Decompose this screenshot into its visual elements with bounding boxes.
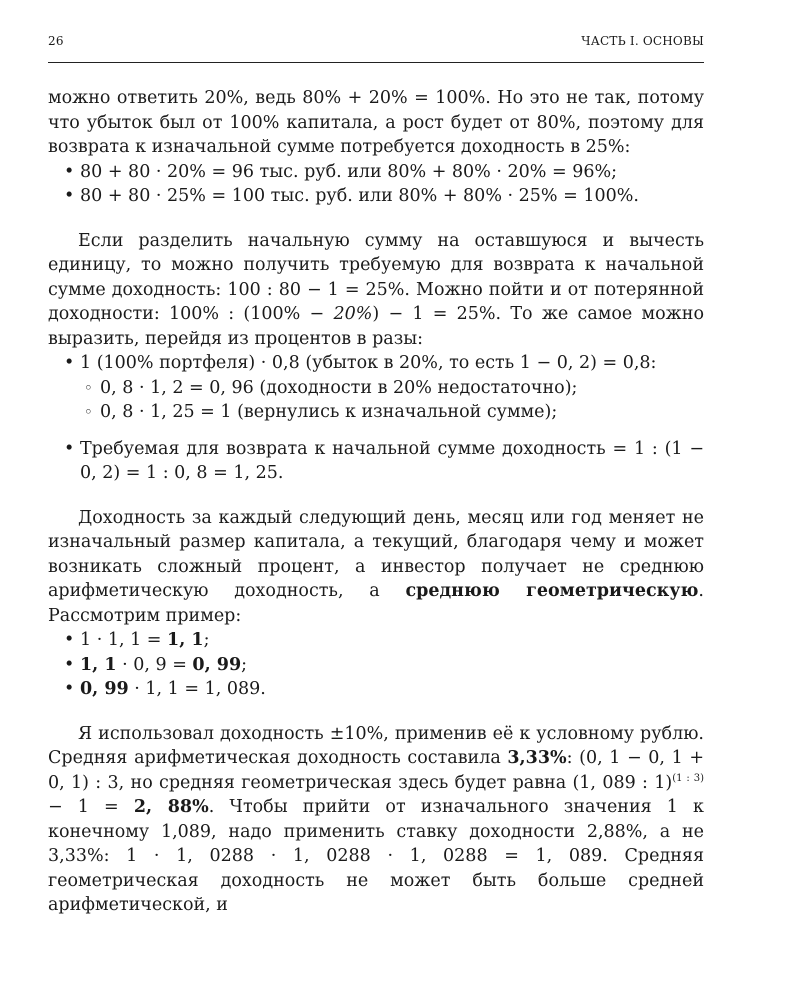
list-item: • 80 + 80 · 25% = 100 тыс. руб. или 80% + 80% · 25% = 100%. (48, 184, 704, 209)
list-times (48, 351, 704, 425)
list-returns (48, 160, 704, 209)
exponent: (1 : 3) (672, 772, 704, 784)
italic-value: 20% (333, 304, 373, 324)
list-item: • 1 · 1, 1 = 1, 1; (48, 628, 704, 653)
list-item: • 80 + 80 · 20% = 96 тыс. руб. или 80% + 80% · 20% = 96%; (48, 160, 704, 185)
paragraph-2: Если разделить начальную сумму на оставшуюся и вычесть единицу, то можно получить требуемую для возврата к начальной сумме доходность: 100 : 80 − 1 = 25%. Можно пойти и от потерянной доходности: 100% : (100% − 20%) − 1 = 25%. То же самое можно выразить, перейдя из процентов в разы: (48, 230, 704, 349)
list-item: • 1, 1 · 0, 9 = 0, 99; (48, 653, 704, 678)
page-number: 26 (48, 34, 64, 48)
running-title: ЧАСТЬ I. ОСНОВЫ (581, 34, 704, 48)
paragraph-3: Доходность за каждый следующий день, месяц или год меняет не изначальный размер капитала, а текущий, благодаря чему и может возникать сложный процент, а инвестор получает не среднюю арифметическую доходность, а среднюю геометрическую. Рассмотрим пример: (48, 507, 704, 626)
paragraph-1: можно ответить 20%, ведь 80% + 20% = 100%. Но это не так, потому что убыток был от 100% капитала, а рост будет от 80%, поэтому для возврата к изначальной сумме потребуется доходность в 25%: (48, 88, 704, 157)
bold-value: 3,33% (507, 748, 567, 768)
sublist (48, 376, 704, 425)
page-body (48, 86, 704, 918)
sublist-item: ◦ 0, 8 · 1, 25 = 1 (вернулись к изначальной сумме); (48, 400, 704, 425)
page-header (48, 34, 704, 56)
bold-term: среднюю геометрическую (405, 581, 699, 601)
list-example (48, 628, 704, 702)
sublist-item: ◦ 0, 8 · 1, 2 = 0, 96 (доходности в 20% недостаточно); (48, 376, 704, 401)
list-required (48, 437, 704, 486)
list-item: • Требуемая для возврата к начальной сумме доходность = 1 : (1 − 0, 2) = 1 : 0, 8 = 1, 25. (48, 437, 704, 486)
list-item: • 1 (100% портфеля) · 0,8 (убыток в 20%, то есть 1 − 0, 2) = 0,8: ◦ 0, 8 · 1, 2 = 0, 96 (доходности в 20% недостаточно); ◦ 0, 8 · 1, 25 = 1 (вернулись к изначальной сумме); (48, 351, 704, 425)
header-rule (48, 62, 704, 63)
bold-value: 2, 88% (133, 797, 209, 817)
list-item: • 0, 99 · 1, 1 = 1, 089. (48, 677, 704, 702)
paragraph-4: Я использовал доходность ±10%, применив её к условному рублю. Средняя арифметическая доходность составила 3,33%: (0, 1 − 0, 1 + 0, 1) : 3, но средняя геометрическая здесь будет равна (1, 089 : 1)$^{(1 : 3)}$ − 1 = 2, 88%. Чтобы прийти от изначального значения 1 к конечному 1,089, надо применить ставку доходности 2,88%, а не 3,33%: 1 · 1, 0288 · 1, 0288 · 1, 0288 = 1, 089. Средняя геометрическая доходность не может быть больше средней арифметической, и (48, 723, 704, 915)
